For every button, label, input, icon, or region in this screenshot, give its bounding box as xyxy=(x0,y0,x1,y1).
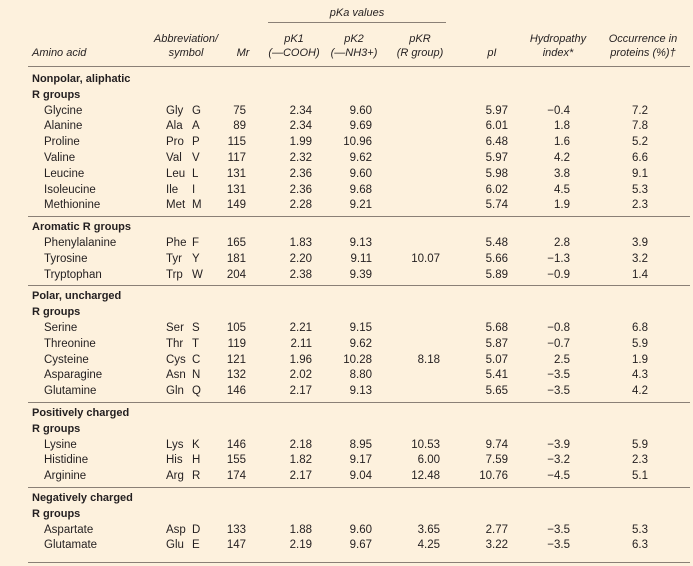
cell-pkr: 10.53 xyxy=(411,438,440,451)
cell-pk2: 9.60 xyxy=(349,167,372,180)
cell-pi: 5.65 xyxy=(485,385,508,398)
cell-occ: 5.3 xyxy=(632,523,648,536)
cell-name: Serine xyxy=(44,322,78,334)
cell-pi: 3.22 xyxy=(485,539,508,552)
cell-mr: 133 xyxy=(226,523,246,536)
cell-hydro: 1.8 xyxy=(554,120,570,133)
col-abbreviation-l2: symbol xyxy=(168,47,204,59)
cell-abbr: Met xyxy=(166,199,186,212)
cell-pk1: 2.20 xyxy=(289,252,312,265)
cell-hydro: −0.9 xyxy=(547,268,570,281)
cell-name: Cysteine xyxy=(44,353,89,366)
cell-occ: 3.2 xyxy=(632,252,648,265)
cell-mr: 149 xyxy=(226,199,246,212)
cell-occ: 3.9 xyxy=(632,237,648,249)
cell-mr: 89 xyxy=(233,120,246,133)
cell-name: Arginine xyxy=(44,470,87,483)
col-pk2-l1: pK2 xyxy=(344,33,364,45)
cell-pk2: 9.04 xyxy=(349,470,372,483)
cell-abbr: Tyr xyxy=(166,252,182,265)
cell-hydro: −3.5 xyxy=(547,369,570,382)
group-divider xyxy=(28,402,690,403)
cell-occ: 7.8 xyxy=(632,120,648,133)
cell-pi: 7.59 xyxy=(485,454,508,467)
cell-pk2: 9.62 xyxy=(349,337,372,350)
col-occurrence-l1: Occurrence in xyxy=(608,33,678,45)
group-title: R groups xyxy=(32,306,81,319)
cell-pk1: 2.36 xyxy=(289,167,312,180)
cell-abbr: His xyxy=(166,454,183,467)
cell-occ: 5.9 xyxy=(632,337,648,350)
cell-name: Methionine xyxy=(44,199,101,212)
cell-mr: 117 xyxy=(227,152,246,164)
cell-name: Proline xyxy=(44,136,80,149)
header-rule xyxy=(28,66,690,67)
cell-sym: A xyxy=(192,120,200,133)
bottom-rule xyxy=(28,562,690,563)
col-pk1-l2: (—COOH) xyxy=(268,47,320,59)
cell-name: Phenylalanine xyxy=(44,237,117,249)
cell-mr: 204 xyxy=(226,268,246,281)
cell-abbr: Glu xyxy=(166,539,184,552)
cell-pk1: 2.17 xyxy=(289,470,312,483)
cell-sym: W xyxy=(192,268,203,281)
cell-pkr: 12.48 xyxy=(411,470,440,483)
cell-pi: 5.48 xyxy=(485,237,508,249)
cell-pk2: 9.69 xyxy=(349,120,372,133)
cell-hydro: 3.8 xyxy=(554,167,570,180)
cell-name: Alanine xyxy=(44,120,83,133)
cell-mr: 146 xyxy=(226,385,246,398)
cell-hydro: 2.5 xyxy=(554,353,570,366)
cell-abbr: Ala xyxy=(166,120,183,133)
cell-pk2: 9.39 xyxy=(349,268,372,281)
cell-mr: 147 xyxy=(226,539,246,552)
cell-occ: 6.8 xyxy=(632,322,648,334)
cell-pi: 2.77 xyxy=(485,523,508,536)
cell-pi: 10.76 xyxy=(479,470,508,483)
cell-hydro: 2.8 xyxy=(554,237,570,249)
cell-pk1: 2.36 xyxy=(289,183,312,196)
group-title: Aromatic R groups xyxy=(32,221,132,234)
cell-name: Histidine xyxy=(44,454,89,467)
pka-group-rule xyxy=(268,22,446,23)
cell-pk2: 9.13 xyxy=(349,385,372,398)
cell-hydro: −1.3 xyxy=(547,252,570,265)
col-abbreviation-l1: Abbreviation/ xyxy=(153,33,219,45)
cell-name: Asparagine xyxy=(44,369,103,382)
cell-sym: P xyxy=(192,136,200,149)
cell-sym: E xyxy=(192,539,200,552)
cell-name: Glycine xyxy=(44,104,83,117)
cell-mr: 146 xyxy=(226,438,246,451)
cell-pkr: 3.65 xyxy=(417,523,440,536)
cell-sym: D xyxy=(192,523,201,536)
cell-abbr: Asp xyxy=(166,523,186,536)
cell-pk1: 1.99 xyxy=(289,136,312,149)
col-hydropathy-l2: index* xyxy=(542,47,574,59)
col-mr: Mr xyxy=(236,47,250,59)
cell-pk2: 9.68 xyxy=(349,183,372,196)
cell-pk2: 9.60 xyxy=(349,523,372,536)
cell-pk2: 9.67 xyxy=(349,539,372,552)
cell-pk2: 9.13 xyxy=(349,237,372,249)
cell-pi: 6.48 xyxy=(485,136,508,149)
cell-pk2: 8.95 xyxy=(349,438,372,451)
cell-pk2: 10.28 xyxy=(343,353,372,366)
col-pk2-l2: (—NH3+) xyxy=(330,47,378,59)
cell-abbr: Val xyxy=(166,152,182,164)
cell-pi: 5.87 xyxy=(485,337,508,350)
cell-pk1: 2.34 xyxy=(289,104,312,117)
pka-group-header: pKa values xyxy=(329,7,385,19)
cell-pk2: 9.21 xyxy=(349,199,372,212)
cell-mr: 115 xyxy=(227,136,246,149)
cell-occ: 4.3 xyxy=(632,369,648,382)
group-divider xyxy=(28,285,690,286)
cell-hydro: −3.9 xyxy=(547,438,570,451)
cell-hydro: −0.8 xyxy=(547,322,570,334)
cell-mr: 132 xyxy=(226,369,246,382)
cell-name: Lysine xyxy=(44,438,77,451)
cell-pkr: 8.18 xyxy=(417,353,440,366)
cell-occ: 2.3 xyxy=(632,454,648,467)
col-pkr-l1: pKR xyxy=(409,33,431,45)
cell-abbr: Arg xyxy=(166,470,184,483)
cell-sym: I xyxy=(192,183,196,196)
group-title: R groups xyxy=(32,88,81,101)
group-title: R groups xyxy=(32,507,81,520)
cell-abbr: Ile xyxy=(166,183,179,196)
cell-hydro: 1.6 xyxy=(554,136,570,149)
cell-abbr: Gln xyxy=(166,385,184,398)
cell-pk1: 2.17 xyxy=(289,385,312,398)
cell-mr: 174 xyxy=(226,470,246,483)
cell-name: Glutamine xyxy=(44,385,97,398)
cell-hydro: 4.5 xyxy=(554,183,570,196)
cell-sym: K xyxy=(192,438,200,451)
cell-abbr: Trp xyxy=(166,268,183,281)
cell-pk2: 8.80 xyxy=(349,369,372,382)
cell-sym: R xyxy=(192,470,201,483)
cell-mr: 131 xyxy=(226,167,246,180)
cell-pk2: 9.11 xyxy=(350,252,372,265)
group-title: R groups xyxy=(32,422,81,435)
cell-occ: 5.1 xyxy=(632,470,648,483)
cell-abbr: Ser xyxy=(166,322,184,334)
cell-pk1: 2.28 xyxy=(289,199,312,212)
cell-pi: 5.66 xyxy=(485,252,508,265)
cell-sym: Q xyxy=(192,385,201,398)
cell-pkr: 10.07 xyxy=(411,252,440,265)
cell-pk1: 2.34 xyxy=(289,120,312,133)
cell-hydro: −3.5 xyxy=(547,523,570,536)
cell-pi: 5.97 xyxy=(485,152,508,164)
cell-occ: 1.4 xyxy=(632,268,648,281)
cell-mr: 165 xyxy=(226,237,246,249)
cell-pkr: 4.25 xyxy=(417,539,440,552)
cell-hydro: −0.4 xyxy=(547,104,570,117)
cell-mr: 121 xyxy=(226,353,246,366)
cell-pk1: 2.02 xyxy=(289,369,312,382)
group-title: Nonpolar, aliphatic xyxy=(32,73,131,85)
cell-pk2: 9.62 xyxy=(349,152,372,164)
cell-name: Isoleucine xyxy=(44,183,96,196)
cell-hydro: −3.2 xyxy=(547,454,570,467)
cell-sym: Y xyxy=(192,252,200,265)
group-title: Positively charged xyxy=(32,407,130,419)
cell-pk1: 2.32 xyxy=(289,152,312,164)
cell-abbr: Lys xyxy=(166,438,184,451)
cell-pi: 5.89 xyxy=(485,268,508,281)
cell-name: Aspartate xyxy=(44,523,94,536)
cell-pi: 5.68 xyxy=(485,322,508,334)
cell-abbr: Phe xyxy=(166,237,187,249)
cell-abbr: Gly xyxy=(166,104,184,117)
cell-pi: 5.74 xyxy=(485,199,508,212)
col-occurrence-l2: proteins (%)† xyxy=(610,47,676,59)
cell-occ: 6.3 xyxy=(632,539,648,552)
cell-hydro: 1.9 xyxy=(554,199,570,212)
cell-occ: 4.2 xyxy=(632,385,648,398)
cell-sym: V xyxy=(192,152,200,164)
col-pi: pI xyxy=(487,47,497,59)
cell-occ: 5.3 xyxy=(632,183,648,196)
cell-pk2: 10.96 xyxy=(343,136,372,149)
cell-pk1: 2.19 xyxy=(289,539,312,552)
cell-abbr: Pro xyxy=(166,136,184,149)
cell-mr: 155 xyxy=(226,454,246,467)
cell-name: Tryptophan xyxy=(44,268,102,281)
cell-name: Threonine xyxy=(44,337,96,350)
cell-occ: 6.6 xyxy=(632,152,648,164)
cell-hydro: −4.5 xyxy=(547,470,570,483)
group-title: Polar, uncharged xyxy=(32,290,122,303)
cell-sym: C xyxy=(192,353,201,366)
col-amino-acid: Amino acid xyxy=(32,47,87,59)
cell-occ: 5.9 xyxy=(632,438,648,451)
col-pk1-l1: pK1 xyxy=(284,33,304,45)
cell-pk1: 1.82 xyxy=(289,454,312,467)
cell-pi: 9.74 xyxy=(485,438,508,451)
col-hydropathy-l1: Hydropathy xyxy=(529,33,587,45)
cell-hydro: 4.2 xyxy=(554,152,570,164)
cell-pk2: 9.15 xyxy=(349,322,372,334)
cell-hydro: −0.7 xyxy=(547,337,570,350)
cell-sym: M xyxy=(192,199,202,212)
cell-mr: 181 xyxy=(226,252,246,265)
group-divider xyxy=(28,487,690,488)
cell-pk1: 1.88 xyxy=(289,523,312,536)
cell-pk1: 2.38 xyxy=(289,268,312,281)
group-divider xyxy=(28,216,690,217)
cell-mr: 119 xyxy=(227,337,246,350)
cell-name: Leucine xyxy=(44,167,85,180)
cell-abbr: Cys xyxy=(166,353,186,366)
cell-occ: 1.9 xyxy=(632,353,648,366)
group-title: Negatively charged xyxy=(32,492,133,504)
cell-occ: 9.1 xyxy=(632,167,648,180)
cell-pk1: 2.11 xyxy=(290,337,312,350)
cell-pi: 6.01 xyxy=(485,120,508,133)
cell-sym: N xyxy=(192,369,201,382)
cell-mr: 75 xyxy=(233,104,246,117)
cell-pi: 5.97 xyxy=(485,104,508,117)
cell-abbr: Asn xyxy=(166,369,186,382)
cell-pi: 6.02 xyxy=(485,183,508,196)
cell-hydro: −3.5 xyxy=(547,539,570,552)
cell-sym: H xyxy=(192,454,201,467)
cell-occ: 7.2 xyxy=(632,104,648,117)
cell-name: Tyrosine xyxy=(44,252,88,265)
cell-hydro: −3.5 xyxy=(547,385,570,398)
cell-abbr: Leu xyxy=(166,167,186,180)
cell-sym: L xyxy=(192,167,199,180)
cell-sym: F xyxy=(192,237,200,249)
cell-pi: 5.41 xyxy=(485,369,508,382)
cell-pk1: 1.83 xyxy=(289,237,312,249)
col-pkr-l2: (R group) xyxy=(396,47,444,59)
cell-pi: 5.07 xyxy=(485,353,508,366)
cell-mr: 131 xyxy=(226,183,246,196)
cell-pk2: 9.17 xyxy=(349,454,372,467)
cell-pk2: 9.60 xyxy=(349,104,372,117)
cell-sym: S xyxy=(192,322,200,334)
cell-abbr: Thr xyxy=(166,337,184,350)
cell-pkr: 6.00 xyxy=(417,454,440,467)
cell-pk1: 1.96 xyxy=(289,353,312,366)
cell-pk1: 2.21 xyxy=(289,322,312,334)
cell-sym: T xyxy=(192,337,200,350)
cell-occ: 5.2 xyxy=(632,136,648,149)
cell-occ: 2.3 xyxy=(632,199,648,212)
cell-name: Glutamate xyxy=(44,539,98,552)
cell-name: Valine xyxy=(44,152,76,164)
cell-pk1: 2.18 xyxy=(289,438,312,451)
cell-pi: 5.98 xyxy=(485,167,508,180)
cell-sym: G xyxy=(192,104,201,117)
cell-mr: 105 xyxy=(226,322,246,334)
